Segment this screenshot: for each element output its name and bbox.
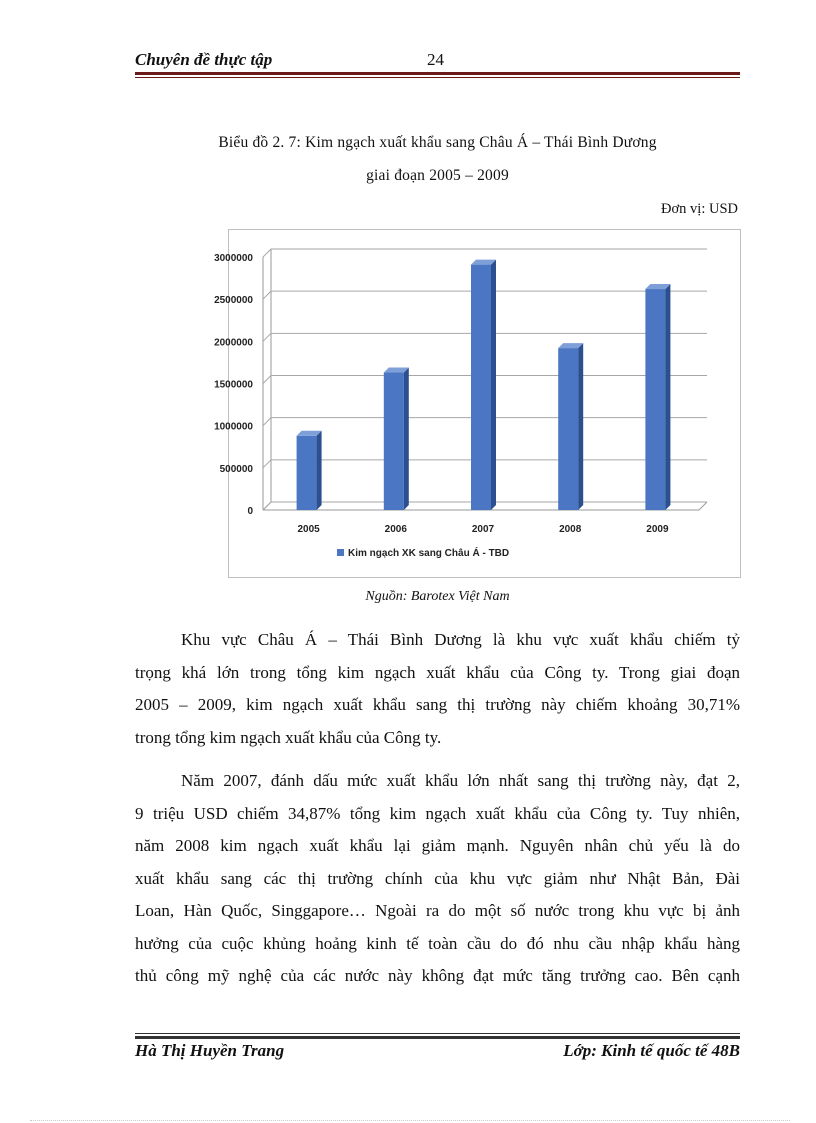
chart-bar-side xyxy=(665,284,670,510)
chart-x-tick-label: 2007 xyxy=(471,524,495,535)
figure-caption-line2: giai đoạn 2005 – 2009 xyxy=(366,167,509,184)
header-rule-thin xyxy=(135,77,740,78)
chart-x-tick-label: 2006 xyxy=(384,524,407,535)
paragraph-line: năm 2008 kim ngạch xuất khẩu lại giảm mạnh. Nguyên nhân chủ yếu là do xyxy=(135,836,740,855)
chart-y-tick-label: 1500000 xyxy=(214,379,253,391)
paragraph-line: 2005 – 2009, kim ngạch xuất khẩu sang thị trường này chiếm khoảng 30,71% xyxy=(135,695,740,714)
chart-y-tick-label: 2500000 xyxy=(214,295,253,307)
page-number: 24 xyxy=(427,50,444,69)
figure-source: Nguồn: Barotex Việt Nam xyxy=(365,589,510,604)
bar-chart xyxy=(214,229,741,578)
chart-bar-side xyxy=(317,431,322,510)
paragraph-2 xyxy=(135,765,740,993)
chart-bar xyxy=(471,265,491,510)
chart-bar-side xyxy=(578,343,583,510)
header-rule-thick xyxy=(135,72,740,75)
header-title: Chuyên đề thực tập xyxy=(135,50,273,69)
chart-canvas xyxy=(214,230,740,577)
footer-author: Hà Thị Huyền Trang xyxy=(135,1041,285,1060)
chart-legend-swatch xyxy=(337,549,344,556)
chart-y-tick-label: 0 xyxy=(247,506,253,517)
footer-rule-thin xyxy=(135,1033,740,1034)
paragraph-line: trọng khá lớn trong tổng kim ngạch xuất khẩu của Công ty. Trong giai đoạn xyxy=(135,662,740,682)
chart-bar xyxy=(558,348,578,510)
chart-y-tick-label: 2000000 xyxy=(214,337,253,349)
chart-bar-side xyxy=(404,368,409,510)
chart-bar-side xyxy=(491,260,496,510)
paragraph-line: xuất khẩu sang các thị trường chính của khu vực giảm như Nhật Bản, Đài xyxy=(135,868,740,888)
chart-x-tick-label: 2005 xyxy=(297,524,320,535)
paragraph-line: hưởng của cuộc khủng hoảng kinh tế toàn cầu do đó nhu cầu nhập khẩu hàng xyxy=(135,933,740,953)
chart-y-tick-label: 1000000 xyxy=(214,421,253,433)
chart-legend-label: Kim ngạch XK sang Châu Á - TBD xyxy=(348,548,510,559)
footer-rule-thick xyxy=(135,1036,740,1039)
chart-gridline xyxy=(263,249,707,257)
bottom-dotted-edge xyxy=(30,1120,790,1121)
chart-bar xyxy=(645,289,665,510)
paragraph-line: trong tổng kim ngạch xuất khẩu của Công ty. xyxy=(135,727,442,747)
paragraph-line: thủ công mỹ nghệ của các nước này không đạt mức tăng trưởng cao. Bên cạnh xyxy=(135,966,740,985)
chart-bar xyxy=(384,373,404,510)
chart-bar xyxy=(297,436,317,510)
figure-unit: Đơn vị: USD xyxy=(661,201,738,217)
chart-x-tick-label: 2008 xyxy=(559,524,582,535)
footer-class: Lớp: Kinh tế quốc tế 48B xyxy=(563,1041,740,1060)
chart-y-tick-label: 3000000 xyxy=(214,253,253,264)
figure-caption-line1: Biểu đồ 2. 7: Kim ngạch xuất khẩu sang Châu Á – Thái Bình Dương xyxy=(218,134,657,151)
chart-x-tick-label: 2009 xyxy=(646,524,669,535)
paragraph-line: Loan, Hàn Quốc, Singgapore… Ngoài ra do một số nước trong khu vực bị ảnh xyxy=(135,901,740,920)
paragraph-line: Năm 2007, đánh dấu mức xuất khẩu lớn nhất sang thị trường này, đạt 2, xyxy=(181,771,740,790)
paragraph-1 xyxy=(135,624,740,754)
chart-y-tick-label: 500000 xyxy=(219,463,253,475)
paragraph-line: 9 triệu USD chiếm 34,87% tổng kim ngạch xuất khẩu của Công ty. Tuy nhiên, xyxy=(135,803,740,823)
paragraph-line: Khu vực Châu Á – Thái Bình Dương là khu vực xuất khẩu chiếm tỷ xyxy=(181,630,740,649)
page-header xyxy=(135,48,740,70)
